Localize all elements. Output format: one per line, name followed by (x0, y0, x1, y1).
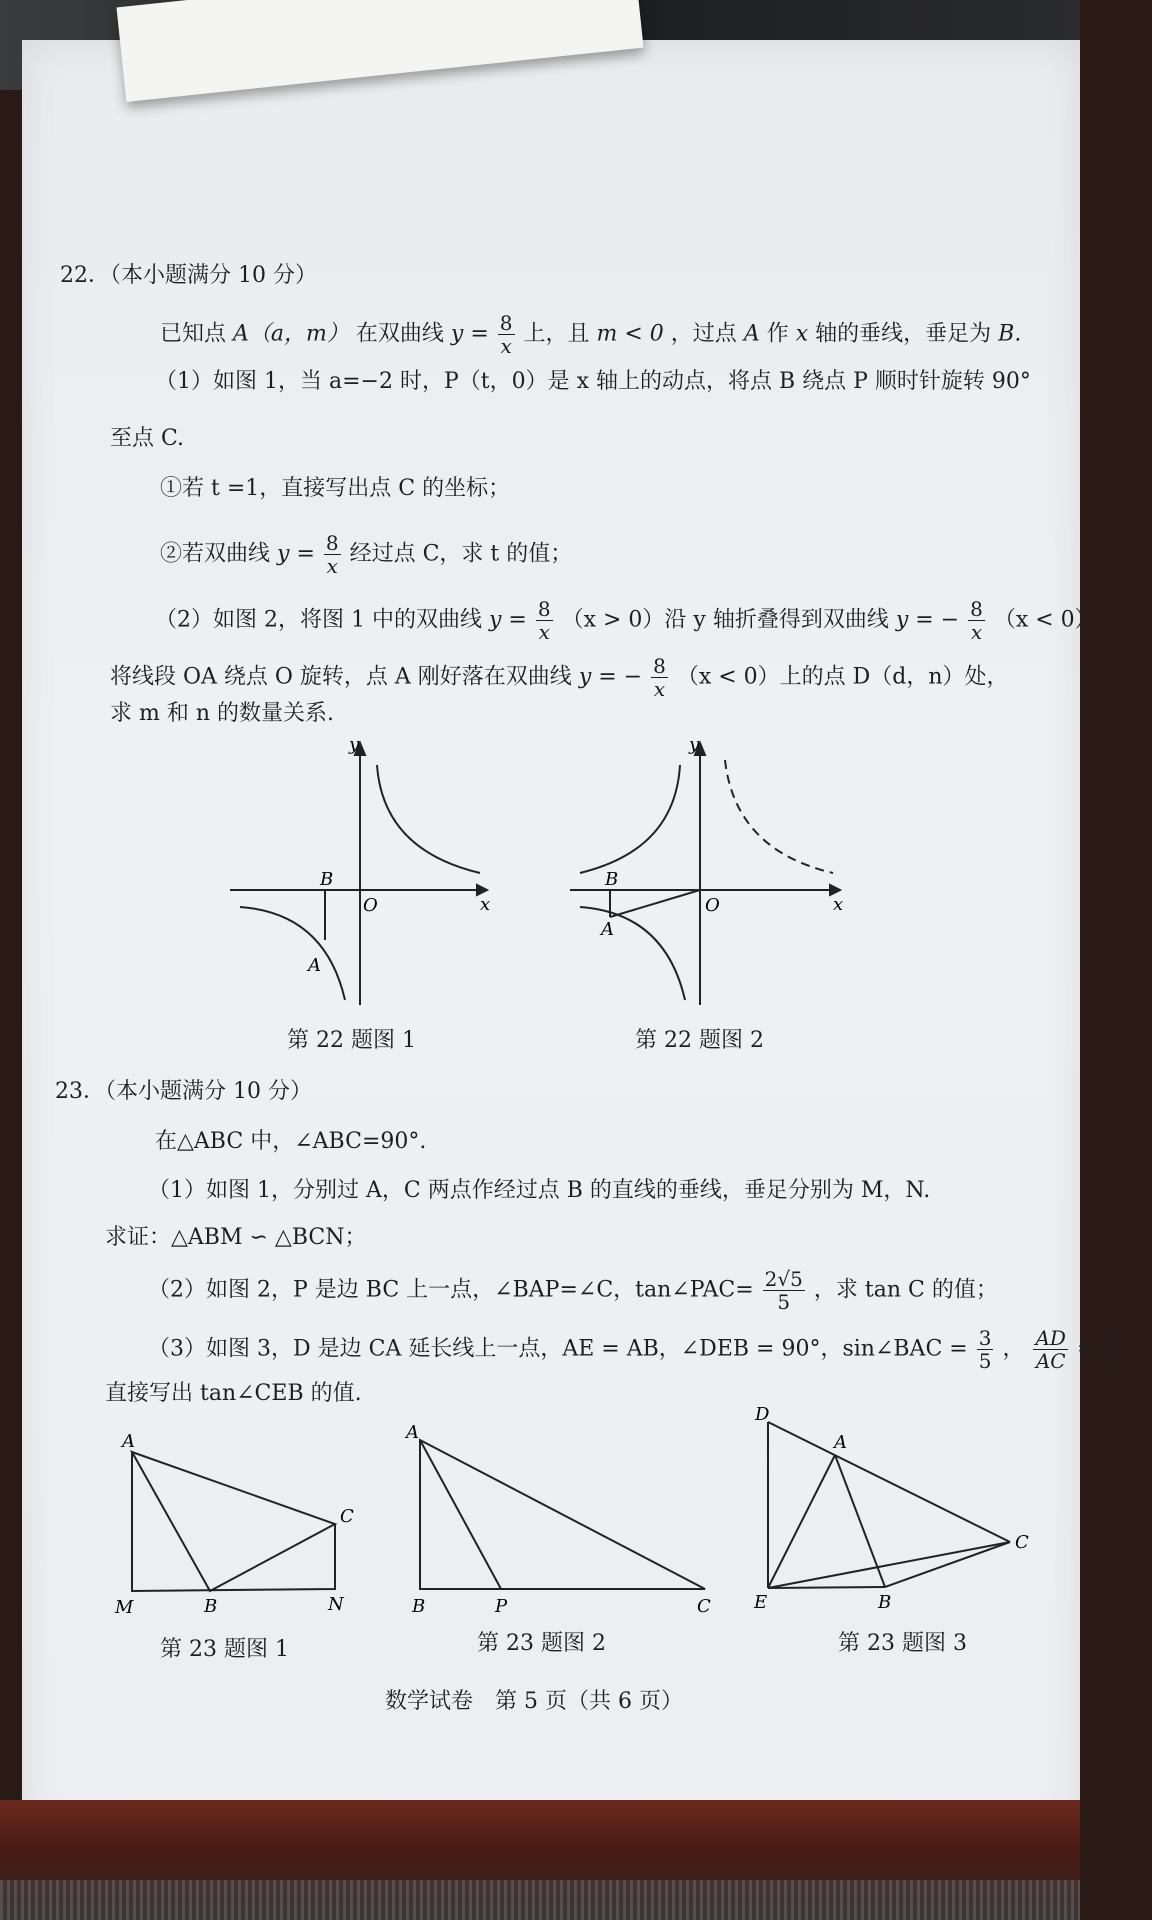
q22-header: 22．（本小题满分 10 分） (60, 263, 317, 288)
segment-DC (768, 1422, 1010, 1542)
fraction-8-over-x: $\frac{8}{x}$ (653, 654, 666, 701)
segment-AE (768, 1455, 835, 1588)
hyperbola-branch-q3 (240, 907, 345, 1000)
q23-figure-1 (110, 1425, 370, 1625)
q23-part1-line1: （1）如图 1，分别过 A，C 两点作经过点 B 的直线的垂线，垂足分别为 M，N. (148, 1178, 931, 1203)
segment-OA (610, 890, 700, 917)
label-C: C (340, 1506, 354, 1527)
q23-part1-line2: 求证：△ABM ∽ △BCN； (105, 1225, 367, 1250)
segment-EB (768, 1587, 885, 1588)
segment-AP (420, 1440, 501, 1589)
label-y: y (689, 734, 700, 755)
label-B: B (878, 1592, 892, 1613)
label-B: B (412, 1596, 426, 1617)
label-O: O (705, 895, 720, 916)
label-A: A (834, 1432, 847, 1453)
fraction-8-over-x: $\frac{8}{x}$ (537, 597, 551, 644)
q23-stem: 在△ABC 中，∠ABC=90°. (155, 1129, 427, 1154)
label-O: O (363, 895, 378, 916)
fraction-8-over-x: $\frac{8}{x}$ (499, 311, 513, 358)
label-x: x (833, 894, 844, 915)
label-A: A (601, 919, 614, 940)
label-E: E (754, 1592, 768, 1613)
q22-part1-line1: （1）如图 1，当 a=−2 时，P（t，0）是 x 轴上的动点，将点 B 绕点 P 顺时针旋转 90° (155, 369, 1031, 394)
hyperbola-branch-q1 (377, 765, 480, 873)
label-x: x (480, 894, 491, 915)
q22-sub1: ①若 t =1，直接写出点 C 的坐标； (160, 476, 511, 501)
q22-figure-1-caption: 第 22 题图 1 (287, 1028, 416, 1053)
label-y: y (349, 734, 360, 755)
q22-part1-line2: 至点 C. (110, 426, 185, 451)
q22-figure-1 (225, 735, 505, 1010)
label-A: A (406, 1422, 419, 1443)
fraction-2-over-5: $\frac{2}{5}$ (1106, 1326, 1120, 1373)
hyperbola-branch-q2 (580, 765, 680, 873)
label-B: B (204, 1596, 218, 1617)
label-B: B (605, 869, 619, 890)
q23-figure-1-caption: 第 23 题图 1 (160, 1637, 289, 1662)
label-D: D (755, 1404, 770, 1425)
label-A: A (122, 1431, 135, 1452)
fraction-8-over-x: $\frac{8}{x}$ (325, 531, 339, 578)
segment-EC (768, 1542, 1010, 1588)
segment-BC (885, 1542, 1010, 1587)
label-C: C (697, 1596, 711, 1617)
page-footer: 数学试卷 第 5 页（共 6 页） (385, 1689, 683, 1714)
hyperbola-branch-q1-dashed (725, 760, 833, 873)
fraction-AD-over-AC: $\frac{AD}{AC}$ (1035, 1326, 1066, 1373)
triangle-ABC (420, 1440, 705, 1589)
q23-figure-3 (750, 1400, 1040, 1620)
q22-sub2: ②若双曲线 y = $\frac{8}{x}$ 经过点 C，求 t 的值； (160, 531, 573, 578)
label-B: B (320, 869, 334, 890)
q22-figure-2-caption: 第 22 题图 2 (635, 1028, 764, 1053)
q22-part2-line2: 将线段 OA 绕点 O 旋转，点 A 刚好落在双曲线 y = − $\frac{8}{x}$ （x < 0）上的点 D（d，n）处， (110, 654, 1009, 701)
q23-figure-2 (400, 1420, 730, 1620)
q22-stem: 已知点 A（a，m） 在双曲线 y = $\frac{8}{x}$ 上，且 m < 0 ，过点 A 作 x 轴的垂线，垂足为 B. (160, 311, 1022, 358)
hyperbola-branch-q3 (580, 907, 685, 1000)
label-A: A (308, 955, 321, 976)
q23-part3-line2: 直接写出 tan∠CEB 的值. (105, 1381, 362, 1406)
q22-part2-line1: （2）如图 2，将图 1 中的双曲线 y = $\frac{8}{x}$ （x > 0）沿 y 轴折叠得到双曲线 y = − $\frac{8}{x}$ （x < 0）， (155, 597, 1108, 644)
label-N: N (328, 1594, 344, 1615)
q23-header: 23．（本小题满分 10 分） (55, 1079, 312, 1104)
perpendicular-lines (132, 1452, 335, 1591)
q23-figure-2-caption: 第 23 题图 2 (477, 1631, 606, 1656)
label-P: P (495, 1596, 508, 1617)
q22-part2-line3: 求 m 和 n 的数量关系. (110, 701, 334, 726)
q23-part2: （2）如图 2，P 是边 BC 上一点，∠BAP=∠C，tan∠PAC= $\frac{2√5}{5}$ ，求 tan C 的值； (148, 1267, 998, 1314)
fraction-3-over-5: $\frac{3}{5}$ (978, 1326, 992, 1373)
fraction-2root5-over-5: $\frac{2√5}{5}$ (764, 1267, 803, 1314)
desk-mat (0, 1880, 1080, 1920)
q23-part3-line1: （3）如图 3，D 是边 CA 延长线上一点，AE = AB，∠DEB = 90°，sin∠BAC = $\frac{3}{5}$ ， $\frac{AD}{AC}$ = $\frac{2}{5}$ ， (148, 1326, 1152, 1373)
q22-figure-2 (565, 735, 855, 1010)
q23-figure-3-caption: 第 23 题图 3 (838, 1631, 967, 1656)
fraction-8-over-x: $\frac{8}{x}$ (970, 597, 983, 644)
label-M: M (115, 1597, 134, 1618)
triangle-ABC (132, 1452, 335, 1591)
label-C: C (1015, 1532, 1029, 1553)
